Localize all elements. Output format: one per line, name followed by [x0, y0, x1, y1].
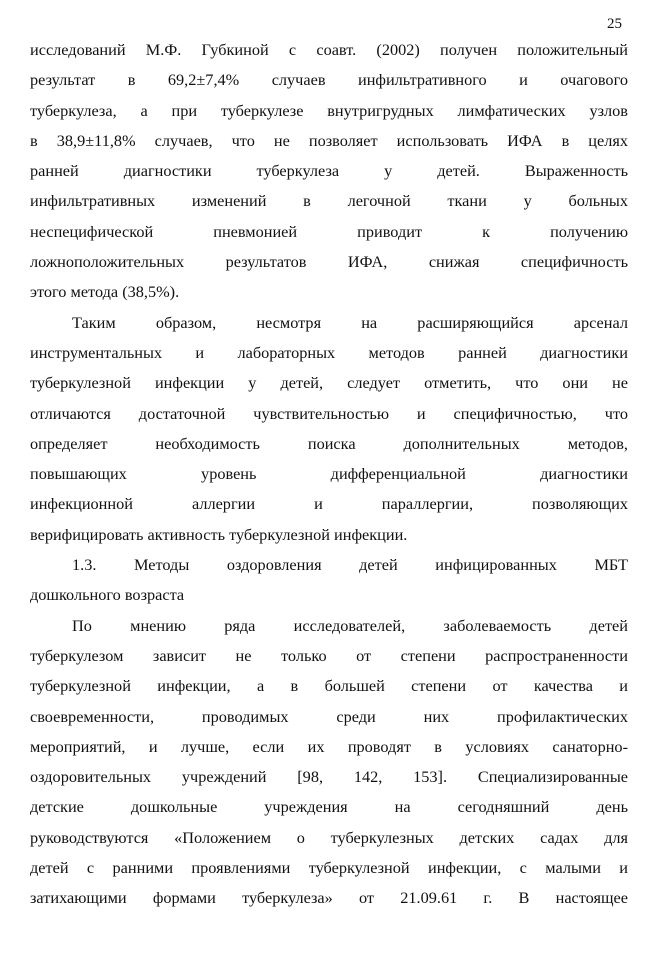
text-line: неспецифической пневмонией приводит к получению — [30, 221, 628, 241]
text-line: 1.3. Методы оздоровления детей инфицированных МБТ — [72, 555, 628, 575]
text-line: руководствуются «Положением о туберкулезных детских садах для — [30, 827, 628, 847]
text-line: туберкулезной инфекции у детей, следует отметить, что они не — [30, 373, 628, 393]
text-line: оздоровительных учреждений [98, 142, 153]. Специализированные — [30, 767, 628, 787]
page-number: 25 — [607, 16, 622, 32]
text-line: затихающими формами туберкулеза» от 21.09.61 г. В настоящее — [30, 888, 628, 908]
text-line: туберкулезом зависит не только от степени распространенности — [30, 645, 628, 665]
text-line: исследований М.Ф. Губкиной с соавт. (2002) получен положительный — [30, 40, 628, 59]
text-line: детские дошкольные учреждения на сегодняшний день — [30, 797, 628, 817]
text-line: своевременности, проводимых среди них профилактических — [30, 706, 628, 726]
text-line: туберкулезной инфекции, а в большей степени от качества и — [30, 676, 628, 696]
text-line: дошкольного возраста — [30, 585, 185, 605]
text-line: инструментальных и лабораторных методов ранней диагностики — [30, 342, 628, 362]
text-line: детей с ранними проявлениями туберкулезной инфекции, с малыми и — [30, 858, 628, 878]
text-line: По мнению ряда исследователей, заболеваемость детей — [72, 615, 628, 635]
text-line: повышающих уровень дифференциальной диагностики — [30, 464, 628, 484]
text-line: результат в 69,2±7,4% случаев инфильтративного и очагового — [30, 70, 628, 90]
text-line: ранней диагностики туберкулеза у детей. Выраженность — [30, 161, 628, 181]
text-line: верифицировать активность туберкулезной инфекции. — [30, 524, 408, 544]
text-line: ложноположительных результатов ИФА, снижая специфичность — [30, 252, 628, 272]
text-line: Таким образом, несмотря на расширяющийся арсенал — [72, 312, 628, 332]
text-line: мероприятий, и лучше, если их проводят в условиях санаторно- — [30, 736, 628, 756]
text-line: этого метода (38,5%). — [30, 282, 180, 302]
text-line: отличаются достаточной чувствительностью и специфичностью, что — [30, 403, 628, 423]
text-line: инфильтративных изменений в легочной ткани у больных — [30, 191, 628, 211]
text-line: в 38,9±11,8% случаев, что не позволяет использовать ИФА в целях — [30, 130, 628, 150]
text-line: инфекционной аллергии и параллергии, позволяющих — [30, 494, 628, 514]
body-text — [30, 35, 628, 914]
text-line: туберкулеза, а при туберкулезе внутригрудных лимфатических узлов — [30, 100, 628, 120]
text-line: определяет необходимость поиска дополнительных методов, — [30, 433, 628, 453]
